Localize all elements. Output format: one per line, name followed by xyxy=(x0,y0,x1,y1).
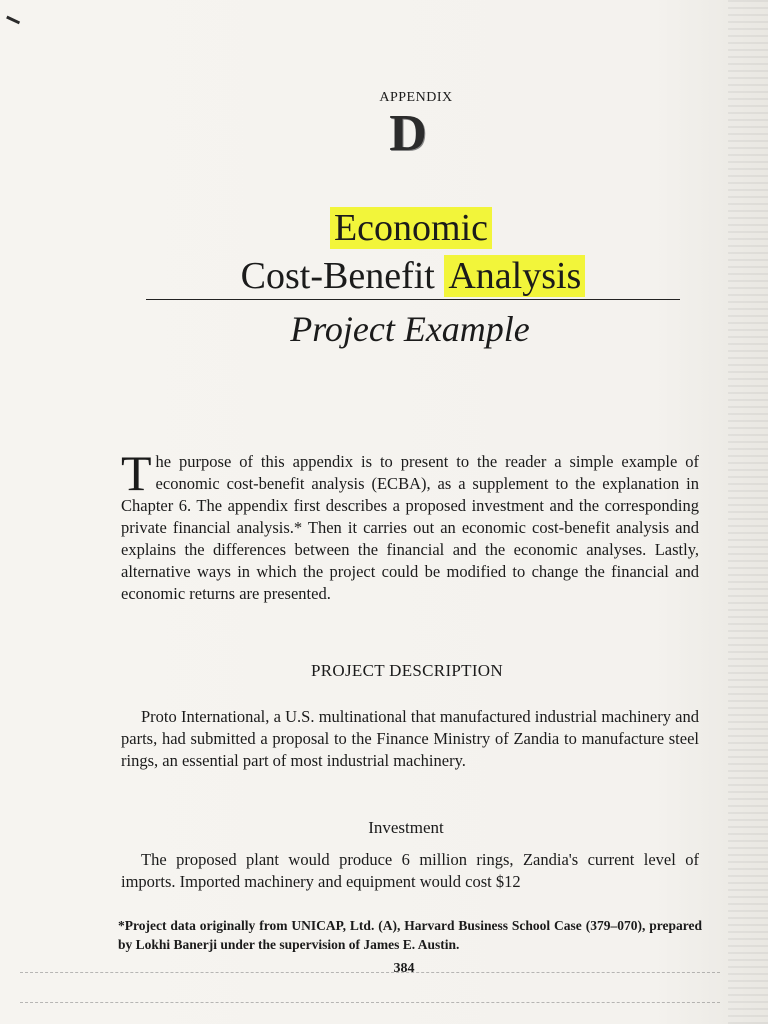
title-highlight-analysis: Analysis xyxy=(444,255,585,297)
investment-paragraph: The proposed plant would produce 6 million rings, Zandia's current level of imports. Imported machinery and equipment would cost $12 xyxy=(121,850,699,891)
corner-mark xyxy=(2,16,20,34)
appendix-letter: D xyxy=(389,105,427,162)
title-cost-benefit: Cost-Benefit xyxy=(240,255,445,297)
page-subtitle: Project Example xyxy=(290,309,530,349)
title-highlight-economic: Economic xyxy=(330,207,492,249)
subheading-investment: Investment xyxy=(368,818,444,837)
intro-paragraph xyxy=(121,445,699,605)
project-description-paragraph: Proto International, a U.S. multinational that manufactured industrial machinery and parts, had submitted a proposal to the Finance Ministry of Zandia to manufacture steel rings, an essential part of most industrial machinery. xyxy=(121,707,699,770)
section-heading-project-description: PROJECT DESCRIPTION xyxy=(311,661,503,680)
title-line-1 xyxy=(0,206,768,250)
drop-cap: T xyxy=(121,445,152,501)
title-line-2 xyxy=(0,254,768,298)
intro-text: he purpose of this appendix is to present to the reader a simple example of economic cost-benefit analysis (ECBA), as a supplement to the explanation in Chapter 6. The appendix first describes a proposed investment and the corresponding private financial analysis.* Then it carries out an economic cost-benefit analysis and explains the differences between the financial and the economic analyses. Lastly, alternative ways in which the project could be modified to change the financial and economic returns are presented. xyxy=(121,452,699,603)
page-number: 384 xyxy=(393,961,415,976)
appendix-label: APPENDIX xyxy=(379,90,453,105)
title-rule xyxy=(146,299,680,300)
footnote: *Project data originally from UNICAP, Ltd. (A), Harvard Business School Case (379–070), prepared by Lokhi Banerji under the supervision of James E. Austin. xyxy=(118,918,702,952)
scan-artifact-line xyxy=(20,1002,720,1003)
